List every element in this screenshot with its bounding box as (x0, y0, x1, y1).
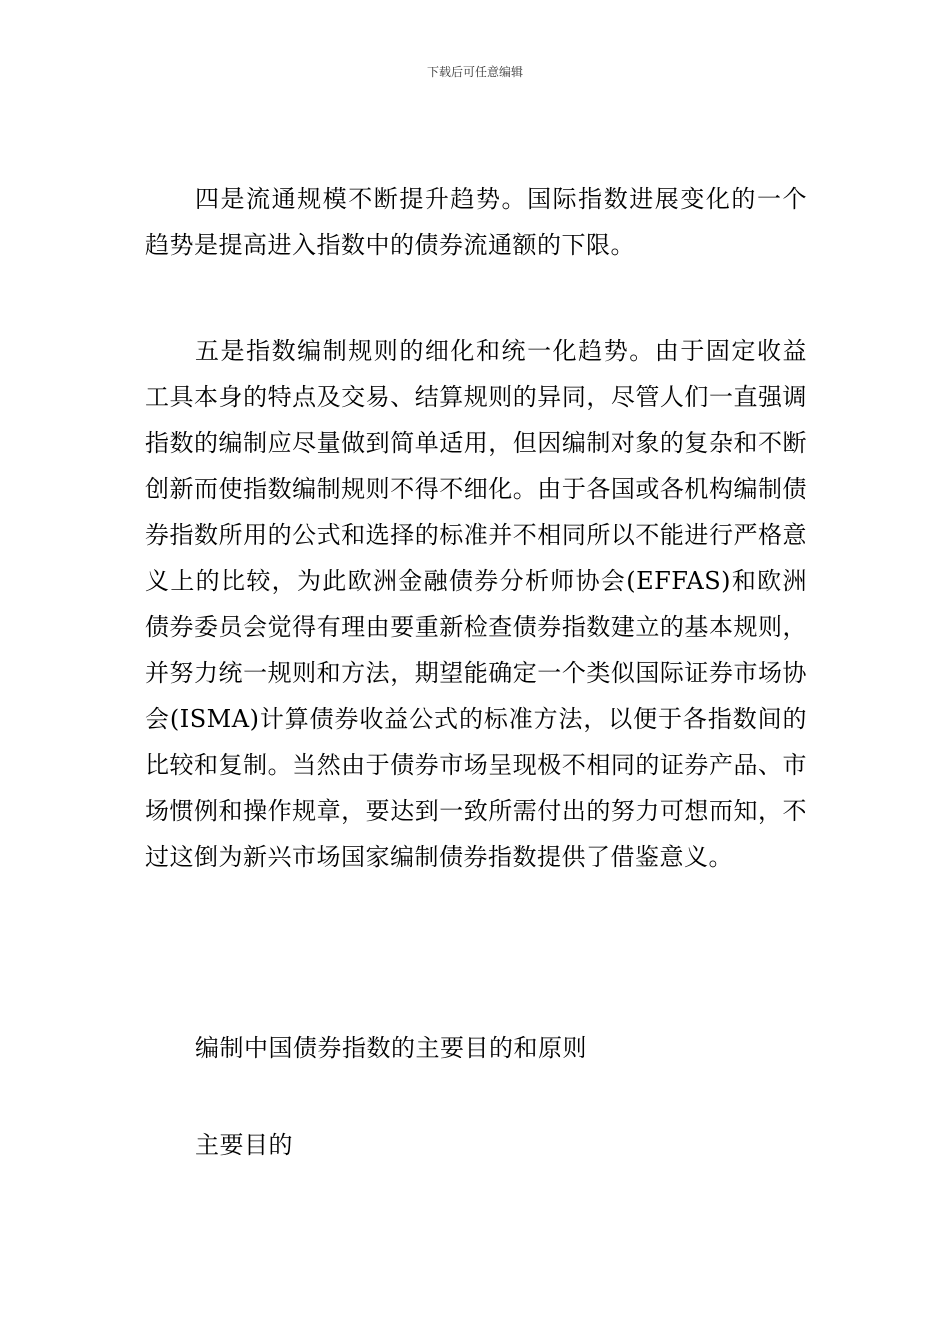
paragraph-trend-four: 四是流通规模不断提升趋势。国际指数进展变化的一个趋势是提高进入指数中的债券流通额的下限。 (145, 185, 807, 259)
page-header-note: 下载后可任意编辑 (426, 65, 523, 79)
subsection-heading-main-purpose: 主要目的 (195, 1131, 293, 1159)
paragraph-trend-five: 五是指数编制规则的细化和统一化趋势。由于固定收益工具本身的特点及交易、结算规则的异同，尽管人们一直强调指数的编制应尽量做到简单适用，但因编制对象的复杂和不断创新而使指数编制规则不得不细化。由于各国或各机构编制债券指数所用的公式和选择的标准并不相同所以不能进行严格意义上的比较，为此欧洲金融债券分析师协会(EFFAS)和欧洲债券委员会觉得有理由要重新检查债券指数建立的基本规则，并努力统一规则和方法，期望能确定一个类似国际证券市场协会(ISMA)计算债券收益公式的标准方法，以便于各指数间的比较和复制。当然由于债券市场呈现极不相同的证券产品、市场惯例和操作规章，要达到一致所需付出的努力可想而知，不过这倒为新兴市场国家编制债券指数提供了借鉴意义。 (145, 337, 807, 871)
section-heading-purpose-principles: 编制中国债券指数的主要目的和原则 (195, 1034, 587, 1062)
